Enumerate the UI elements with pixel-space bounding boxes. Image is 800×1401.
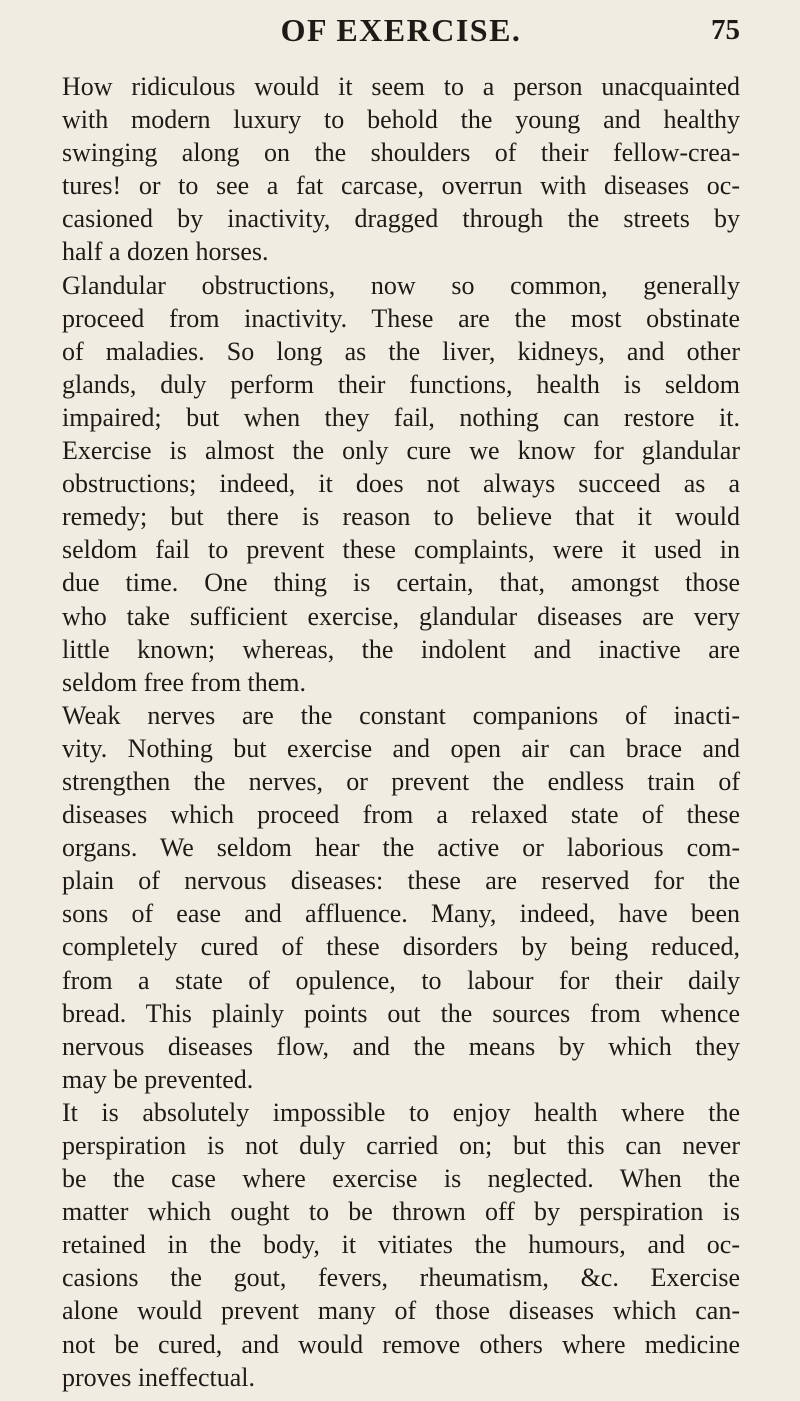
text-line: sons of ease and affluence. Many, indeed, have been xyxy=(62,899,740,929)
text-line: perspiration is not duly carried on; but this can never xyxy=(62,1131,740,1160)
text-line: plain of nervous diseases: these are reserved for the xyxy=(62,866,740,896)
text-line: bread. This plainly points out the sources from whence xyxy=(62,998,740,1028)
text-line: be the case where exercise is neglected. When the xyxy=(62,1164,740,1194)
running-head xyxy=(62,10,740,50)
text-line: tures! or to see a fat carcase, overrun with diseases oc- xyxy=(62,171,740,201)
text-line: obstructions; indeed, it does not always succeed as a xyxy=(62,469,740,499)
text-line: swinging along on the shoulders of their fellow-crea- xyxy=(62,138,740,168)
text-line: may be prevented. xyxy=(62,1064,254,1094)
text-line: glands, duly perform their functions, health is seldom xyxy=(62,369,740,399)
text-line: of maladies. So long as the liver, kidneys, and other xyxy=(62,336,740,366)
text-line: with modern luxury to behold the young and healthy xyxy=(62,105,740,135)
text-line: strengthen the nerves, or prevent the endless train of xyxy=(62,766,740,796)
text-line: who take sufficient exercise, glandular diseases are very xyxy=(62,601,740,631)
text-line: seldom free from them. xyxy=(62,667,307,697)
text-line: proves ineffectual. xyxy=(62,1362,255,1392)
text-line: casions the gout, fevers, rheumatism, &c. Exercise xyxy=(62,1263,740,1293)
text-line: casioned by inactivity, dragged through the streets by xyxy=(62,204,740,234)
text-line: nervous diseases flow, and the means by which they xyxy=(62,1031,740,1061)
text-line: from a state of opulence, to labour for their daily xyxy=(62,965,740,995)
text-line: impaired; but when they fail, nothing can restore it. xyxy=(62,402,740,432)
text-line: organs. We seldom hear the active or laborious com- xyxy=(62,833,740,863)
page-number: 75 xyxy=(711,14,740,46)
text-line: matter which ought to be thrown off by perspiration is xyxy=(62,1197,740,1227)
text-line: Glandular obstructions, now so common, generally xyxy=(62,270,740,300)
text-line: half a dozen horses. xyxy=(62,237,269,267)
text-line: Weak nerves are the constant companions of inacti- xyxy=(62,700,740,730)
text-line: not be cured, and would remove others where medicine xyxy=(62,1329,740,1359)
body-text xyxy=(62,70,740,1394)
text-line: It is absolutely impossible to enjoy health where the xyxy=(62,1097,740,1127)
text-line: seldom fail to prevent these complaints, were it used in xyxy=(62,535,740,565)
text-line: remedy; but there is reason to believe that it would xyxy=(62,502,740,532)
running-head-title: OF EXERCISE. xyxy=(280,12,522,48)
text-line: little known; whereas, the indolent and inactive are xyxy=(62,634,740,664)
text-line: alone would prevent many of those diseases which can- xyxy=(62,1296,740,1326)
text-line: diseases which proceed from a relaxed state of these xyxy=(62,800,740,830)
text-line: How ridiculous would it seem to a person unacquainted xyxy=(62,72,740,101)
text-line: completely cured of these disorders by being reduced, xyxy=(62,932,740,962)
text-line: vity. Nothing but exercise and open air can brace and xyxy=(62,733,740,763)
text-line: proceed from inactivity. These are the most obstinate xyxy=(62,303,740,333)
text-line: retained in the body, it vitiates the humours, and oc- xyxy=(62,1230,740,1260)
text-line: due time. One thing is certain, that, amongst those xyxy=(62,568,740,598)
text-line: Exercise is almost the only cure we know for glandular xyxy=(62,436,740,466)
